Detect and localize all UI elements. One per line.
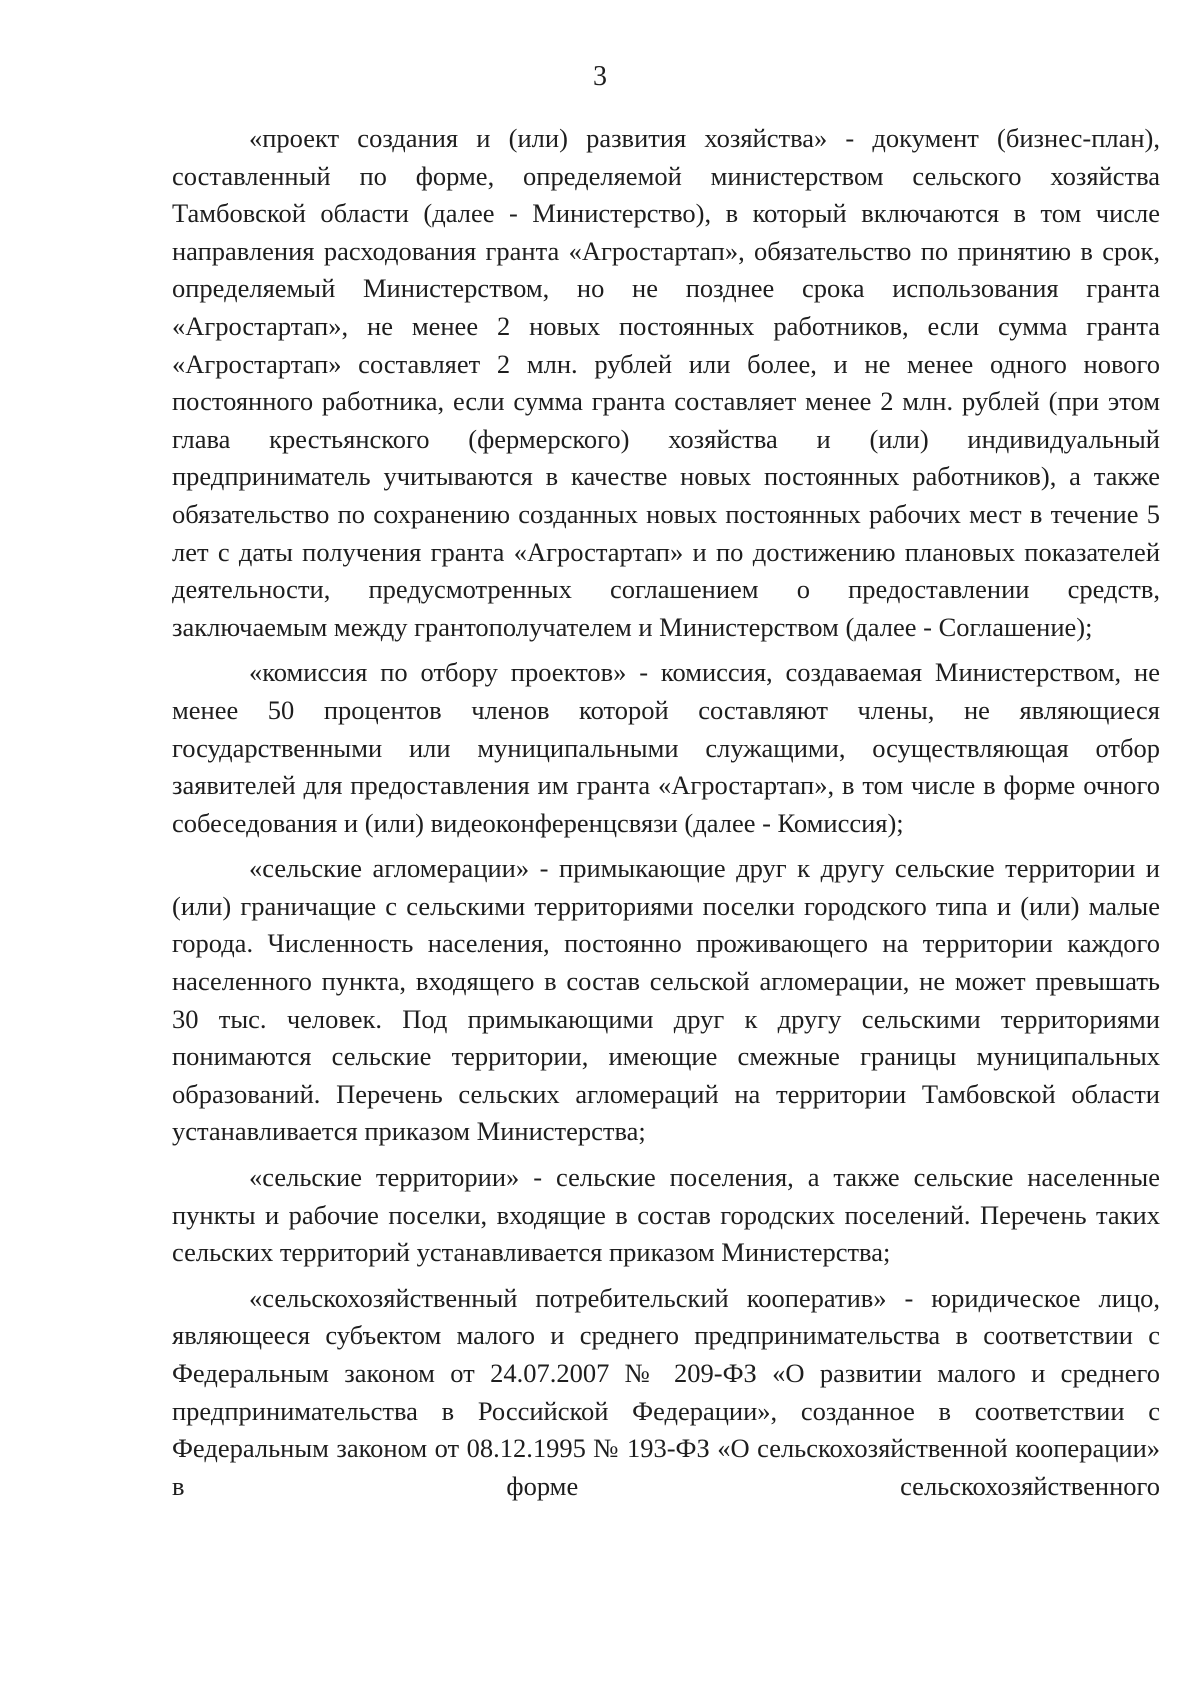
paragraph-rural-agglomerations-definition: «сельские агломерации» - примыкающие друг к другу сельские территории и (или) граничащие с сельскими территориями поселки городского типа и (или) малые города. Численность населения, постоянно проживающего на территории каждого населенного пункта, входящего в состав сельской агломерации, не может превышать 30 тыс. человек. Под примыкающими друг к другу сельскими территориями понимаются сельские территории, имеющие смежные границы муниципальных образований. Перечень сельских агломераций на территории Тамбовской области устанавливается приказом Министерства; [172,853,1160,1147]
page-number: 3 [593,61,607,92]
paragraph-cooperative-definition: «сельскохозяйственный потребительский кооператив» - юридическое лицо, являющееся субъектом малого и среднего предпринимательства в соответствии с Федеральным законом от 24.07.2007 № 209-ФЗ «О развитии малого и среднего предпринимательства в Российской Федерации», созданное в соответствии с Федеральным законом от 08.12.1995 № 193-ФЗ «О сельскохозяйственной кооперации» в форме сельскохозяйственного [172,1282,1160,1501]
paragraph-commission-definition: «комиссия по отбору проектов» - комиссия, создаваемая Министерством, не менее 50 процентов членов которой составляют члены, не являющиеся государственными или муниципальными служащими, осуществляющая отбор заявителей для предоставления им гранта «Агростартап», в том числе в форме очного собеседования и (или) видеоконференцсвязи (далее - Комиссия); [172,657,1160,838]
paragraph-project-definition: «проект создания и (или) развития хозяйства» - документ (бизнес-план), составленный по форме, определяемой министерством сельского хозяйства Тамбовской области (далее - Министерство), в который включаются в том числе направления расходования гранта «Агростартап», обязательство по принятию в срок, определяемый Министерством, но не позднее срока использования гранта «Агростартап», не менее 2 новых постоянных работников, если сумма гранта «Агростартап» составляет 2 млн. рублей или более, и не менее одного нового постоянного работника, если сумма гранта составляет менее 2 млн. рублей (при этом глава крестьянского (фермерского) хозяйства и (или) индивидуальный предприниматель учитываются в качестве новых постоянных работников), а также обязательство по сохранению созданных новых постоянных рабочих мест в течение 5 лет с даты получения гранта «Агростартап» и по достижению плановых показателей деятельности, предусмотренных соглашением о предоставлении средств, заключаемым между грантополучателем и Министерством (далее - Соглашение); [172,123,1160,642]
document-body [172,120,1160,1505]
paragraph-rural-territories-definition: «сельские территории» - сельские поселения, а также сельские населенные пункты и рабочие поселки, входящие в состав городских поселений. Перечень таких сельских территорий устанавливается приказом Министерства; [172,1162,1160,1268]
